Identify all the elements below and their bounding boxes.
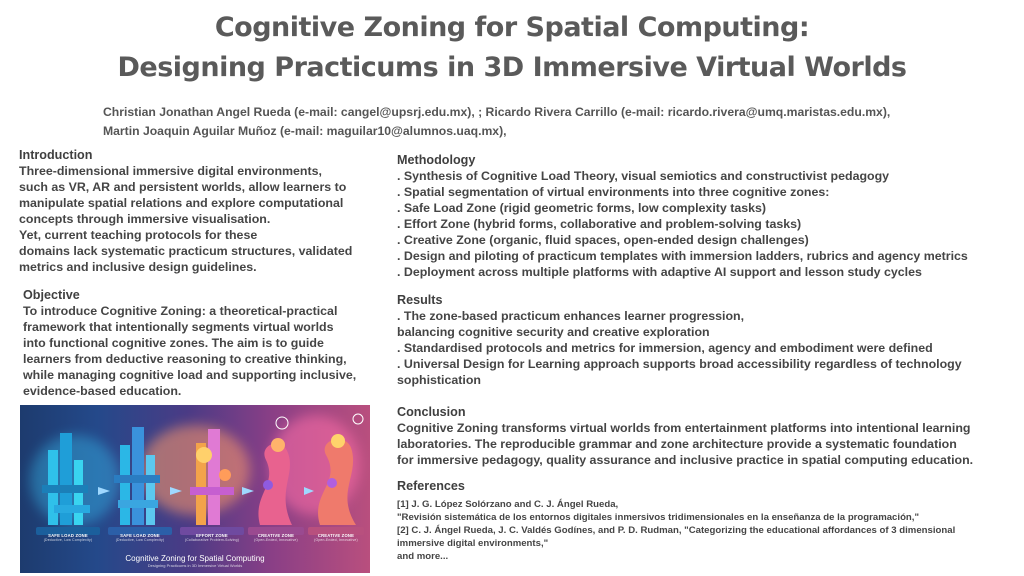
reference-line: [2] C. J. Ángel Rueda, J. C. Valdés Godínes, and P. D. Rudman, "Categorizing the educational affordances of 3 dimensional [397,525,956,536]
zone-label-sub: (Deductive, Low Complexity) [43,538,93,542]
objective-line: evidence-based education. [23,384,182,398]
conclusion-line: Cognitive Zoning transforms virtual worlds from entertainment platforms into intentional learning [397,421,971,435]
objective-section [23,287,383,399]
methodology-heading: Methodology [397,153,476,167]
zone-label-sub: (Open-Ended, Innovative) [254,538,298,542]
conclusion-line: for immersive pedagogy, quality assurance and inclusive practice in spatial computing education. [397,453,974,467]
illustration-caption [20,554,370,568]
results-line: . Universal Design for Learning approach supports broad accessibility regardless of technology [397,357,962,371]
results-line: . The zone-based practicum enhances learner progression, [397,309,745,323]
effort-tower [190,429,234,525]
objective-heading: Objective [23,288,80,302]
reference-line: "Revisión sistemática de los entornos digitales inmersivos tridimensionales en la enseñanza de la programación," [397,512,919,523]
zone-label [181,533,243,543]
conclusion-line: laboratories. The reproducible grammar and zone architecture provide a systematic foundation [397,437,957,451]
poster-title-line-1: Cognitive Zoning for Spatial Computing: [214,12,810,43]
illustration-subtitle: Designing Practicums in 3D Immersive Virtual Worlds [147,563,243,568]
introduction-section [19,147,379,275]
zone-label [305,533,367,543]
introduction-line: concepts through immersive visualisation. [19,212,271,226]
methodology-line: . Creative Zone (organic, fluid spaces, open-ended design challenges) [397,233,809,247]
introduction-line: such as VR, AR and persistent worlds, allow learners to [19,180,347,194]
creative-tower-1 [258,438,292,525]
objective-line: into functional cognitive zones. The aim is to guide [23,336,324,350]
zone-label-text: CREATIVE ZONE [317,533,355,538]
conclusion-heading: Conclusion [397,405,466,419]
introduction-line: manipulate spatial relations and explore computational [19,196,344,210]
lightbulb-icon [276,414,363,429]
objective-line: framework that intentionally segments virtual worlds [23,320,334,334]
zone-label [37,533,99,543]
methodology-line: . Synthesis of Cognitive Load Theory, visual semiotics and constructivist pedagogy [397,169,890,183]
zone-towers-graphic [20,405,370,573]
results-heading: Results [397,293,443,307]
results-line: balancing cognitive security and creative exploration [397,325,710,339]
methodology-line: . Deployment across multiple platforms with adaptive AI support and lesson study cycles [397,265,922,279]
introduction-line: Yet, current teaching protocols for these [19,228,258,242]
zone-label-sub: (Open-Ended, Innovative) [314,538,358,542]
zone-label-text: SAFE LOAD ZONE [48,533,88,538]
objective-line: To introduce Cognitive Zoning: a theoretical-practical [23,304,338,318]
results-line: . Standardised protocols and metrics for immersion, agency and embodiment were defined [397,341,933,355]
reference-line: [1] J. G. López Solórzano and C. J. Ángel Rueda, [397,499,619,510]
results-section [397,292,997,388]
zone-label-text: CREATIVE ZONE [257,533,295,538]
results-line: sophistication [397,373,481,387]
authors-line-2: Martin Joaquin Aguilar Muñoz (e-mail: maguilar10@alumnos.uaq.mx), [103,124,507,138]
zone-label-text: SAFE LOAD ZONE [120,533,160,538]
authors [103,103,1003,141]
introduction-line: Three-dimensional immersive digital environments, [19,164,322,178]
reference-line: immersive digital environments," [397,538,549,549]
zone-label [109,533,171,543]
introduction-line: metrics and inclusive design guidelines. [19,260,257,274]
introduction-line: domains lack systematic practicum structures, validated [19,244,353,258]
creative-tower-2 [318,434,356,525]
conclusion-section [397,404,1017,468]
illustration-title: Cognitive Zoning for Spatial Computing [125,554,265,563]
zone-label-text: EFFORT ZONE [196,533,228,538]
introduction-heading: Introduction [19,148,93,162]
safe-load-tower-1 [42,433,90,525]
zone-label-sub: (Deductive, Low Complexity) [115,538,165,542]
objective-line: learners from deductive reasoning to creative thinking, [23,352,347,366]
safe-load-tower-2 [114,427,160,525]
poster-title-line-2: Designing Practicums in 3D Immersive Virtual Worlds [117,52,907,83]
methodology-line: . Spatial segmentation of virtual environments into three cognitive zones: [397,185,830,199]
methodology-line: . Effort Zone (hybrid forms, collaborative and problem-solving tasks) [397,217,802,231]
reference-line: and more... [397,551,449,562]
zone-label [245,533,307,543]
references-heading: References [397,479,465,493]
zone-label-sub: (Collaborative Problem-Solving) [184,538,240,542]
objective-line: while managing cognitive load and supporting inclusive, [23,368,357,382]
cognitive-zoning-illustration [20,405,370,573]
methodology-line: . Safe Load Zone (rigid geometric forms, low complexity tasks) [397,201,767,215]
methodology-section [397,152,997,280]
references-section [397,478,997,563]
authors-line-1: Christian Jonathan Angel Rueda (e-mail: cangel@upsrj.edu.mx), ; Ricardo Rivera Carrillo (e-mail: ricardo.rivera@umq.maristas.edu.mx), [103,105,891,119]
methodology-line: . Design and piloting of practicum templates with immersion ladders, rubrics and agency metrics [397,249,968,263]
